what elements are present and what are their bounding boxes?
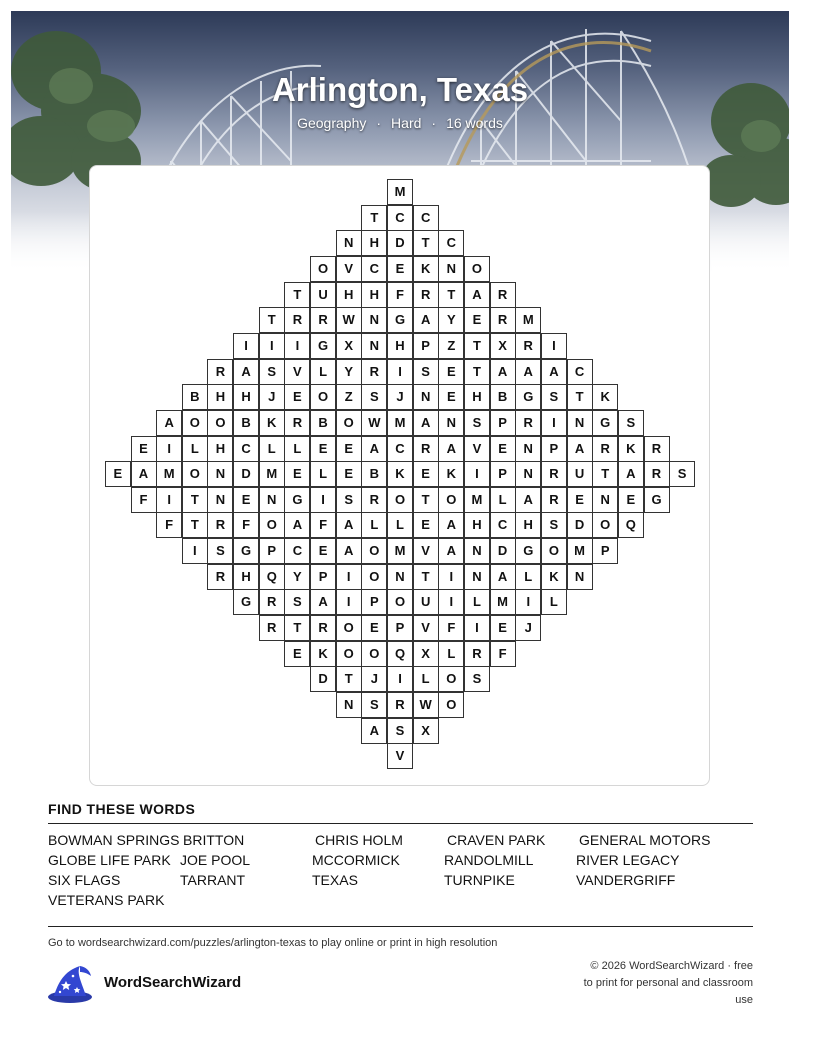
grid-cell: R <box>207 359 233 385</box>
grid-cell: S <box>618 410 644 436</box>
grid-cell: R <box>361 359 387 385</box>
grid-cell: B <box>490 384 516 410</box>
grid-cell: E <box>438 359 464 385</box>
grid-cell: S <box>541 384 567 410</box>
grid-cell: C <box>284 538 310 564</box>
grid-cell: N <box>515 461 541 487</box>
grid-cell: S <box>387 718 413 744</box>
grid-cell: M <box>490 589 516 615</box>
grid-cell: H <box>361 230 387 256</box>
meta-separator: · <box>376 115 382 131</box>
grid-cell: D <box>490 538 516 564</box>
grid-cell: X <box>490 333 516 359</box>
grid-cell: N <box>361 333 387 359</box>
grid-cell: M <box>387 179 413 205</box>
grid-cell: O <box>336 410 362 436</box>
grid-cell: A <box>438 538 464 564</box>
grid-cell: L <box>361 512 387 538</box>
grid-cell: V <box>387 743 413 769</box>
grid-cell: Z <box>438 333 464 359</box>
grid-cell: R <box>361 487 387 513</box>
grid-cell: M <box>387 410 413 436</box>
difficulty-label: Hard <box>391 115 422 131</box>
grid-cell: L <box>310 359 336 385</box>
grid-cell: K <box>310 641 336 667</box>
grid-cell: N <box>387 564 413 590</box>
grid-cell: L <box>413 666 439 692</box>
grid-cell: M <box>515 307 541 333</box>
grid-cell: S <box>413 359 439 385</box>
grid-cell: A <box>413 307 439 333</box>
grid-cell: A <box>336 512 362 538</box>
grid-cell: M <box>387 538 413 564</box>
word-list-item: TARRANT <box>180 872 246 888</box>
grid-cell: H <box>336 282 362 308</box>
divider <box>48 926 753 927</box>
grid-cell: M <box>567 538 593 564</box>
grid-cell: A <box>567 436 593 462</box>
word-list-item: VANDERGRIFF <box>576 872 676 888</box>
grid-cell: P <box>541 436 567 462</box>
grid-cell: I <box>259 333 285 359</box>
grid-cell: R <box>310 307 336 333</box>
grid-cell: X <box>336 333 362 359</box>
grid-cell: F <box>310 512 336 538</box>
grid-cell: P <box>592 538 618 564</box>
grid-cell: R <box>284 410 310 436</box>
grid-cell: A <box>233 359 259 385</box>
grid-cell: I <box>156 436 182 462</box>
grid-cell: A <box>618 461 644 487</box>
grid-cell: N <box>438 410 464 436</box>
grid-cell: G <box>387 307 413 333</box>
grid-cell: C <box>413 205 439 231</box>
grid-cell: N <box>515 436 541 462</box>
grid-cell: N <box>336 230 362 256</box>
grid-cell: P <box>259 538 285 564</box>
grid-cell: N <box>464 538 490 564</box>
grid-cell: Q <box>387 641 413 667</box>
grid-cell: J <box>515 615 541 641</box>
grid-cell: A <box>464 282 490 308</box>
grid-cell: I <box>438 564 464 590</box>
grid-cell: P <box>490 461 516 487</box>
grid-cell: N <box>567 410 593 436</box>
grid-cell: T <box>182 487 208 513</box>
category-label: Geography <box>297 115 367 131</box>
grid-cell: A <box>361 718 387 744</box>
grid-cell: E <box>105 461 131 487</box>
grid-cell: M <box>156 461 182 487</box>
grid-cell: C <box>361 256 387 282</box>
grid-cell: H <box>207 436 233 462</box>
grid-cell: R <box>490 282 516 308</box>
grid-cell: R <box>284 307 310 333</box>
grid-cell: S <box>207 538 233 564</box>
grid-cell: R <box>644 436 670 462</box>
grid-cell: D <box>387 230 413 256</box>
grid-cell: R <box>387 692 413 718</box>
grid-cell: G <box>644 487 670 513</box>
grid-cell: O <box>592 512 618 538</box>
grid-cell: A <box>413 410 439 436</box>
copyright-notice: © 2026 WordSearchWizard · free to print for personal and classroom use <box>583 960 753 1006</box>
word-list-item: MCCORMICK <box>312 852 400 868</box>
grid-cell: H <box>233 564 259 590</box>
grid-cell: C <box>567 359 593 385</box>
grid-cell: E <box>131 436 157 462</box>
grid-cell: A <box>490 564 516 590</box>
grid-cell: T <box>438 282 464 308</box>
grid-cell: A <box>438 436 464 462</box>
grid-cell: G <box>515 538 541 564</box>
grid-cell: I <box>156 487 182 513</box>
grid-cell: M <box>259 461 285 487</box>
grid-cell: R <box>413 282 439 308</box>
grid-cell: N <box>567 564 593 590</box>
grid-cell: N <box>592 487 618 513</box>
grid-cell: N <box>207 461 233 487</box>
grid-cell: R <box>310 615 336 641</box>
grid-cell: T <box>567 384 593 410</box>
grid-cell: O <box>387 589 413 615</box>
grid-cell: A <box>490 359 516 385</box>
grid-cell: V <box>336 256 362 282</box>
grid-cell: U <box>567 461 593 487</box>
grid-cell: O <box>541 538 567 564</box>
grid-cell: L <box>490 487 516 513</box>
grid-cell: Y <box>336 359 362 385</box>
grid-cell: A <box>131 461 157 487</box>
grid-cell: R <box>515 410 541 436</box>
brand-name: WordSearchWizard <box>104 974 242 991</box>
grid-cell: I <box>284 333 310 359</box>
grid-cell: K <box>387 461 413 487</box>
grid-cell: I <box>233 333 259 359</box>
grid-cell: L <box>515 564 541 590</box>
grid-cell: M <box>464 487 490 513</box>
word-list-item: VETERANS PARK <box>48 892 165 908</box>
grid-cell: F <box>438 615 464 641</box>
grid-cell: P <box>387 615 413 641</box>
grid-cell: S <box>259 359 285 385</box>
grid-cell: I <box>387 359 413 385</box>
grid-cell: V <box>413 615 439 641</box>
grid-cell: N <box>361 307 387 333</box>
word-list-item: TURNPIKE <box>444 872 515 888</box>
grid-cell: D <box>567 512 593 538</box>
grid-cell: S <box>541 512 567 538</box>
grid-cell: S <box>669 461 695 487</box>
grid-cell: L <box>464 589 490 615</box>
word-list-heading: FIND THESE WORDS <box>48 801 196 817</box>
grid-cell: F <box>490 641 516 667</box>
grid-cell: S <box>464 666 490 692</box>
grid-cell: T <box>284 615 310 641</box>
grid-cell: I <box>387 666 413 692</box>
word-list-item: RIVER LEGACY <box>576 852 680 868</box>
grid-cell: O <box>259 512 285 538</box>
grid-cell: Z <box>336 384 362 410</box>
grid-cell: H <box>387 333 413 359</box>
grid-cell: E <box>361 615 387 641</box>
grid-cell: C <box>387 205 413 231</box>
grid-cell: A <box>310 589 336 615</box>
word-list-item: GENERAL MOTORS <box>579 832 711 848</box>
grid-cell: W <box>413 692 439 718</box>
grid-cell: Y <box>438 307 464 333</box>
grid-cell: T <box>464 359 490 385</box>
grid-cell: R <box>490 307 516 333</box>
grid-cell: E <box>567 487 593 513</box>
word-list-item: BRITTON <box>183 832 245 848</box>
play-online-link[interactable]: Go to wordsearchwizard.com/puzzles/arlington-texas to play online or print in high resolution <box>48 937 498 949</box>
grid-cell: A <box>515 359 541 385</box>
grid-cell: N <box>259 487 285 513</box>
grid-cell: O <box>182 410 208 436</box>
grid-cell: O <box>207 410 233 436</box>
grid-cell: H <box>515 512 541 538</box>
grid-cell: S <box>464 410 490 436</box>
grid-cell: G <box>233 589 259 615</box>
grid-cell: S <box>336 487 362 513</box>
grid-cell: U <box>310 282 336 308</box>
grid-cell: O <box>464 256 490 282</box>
grid-cell: L <box>387 512 413 538</box>
grid-cell: A <box>156 410 182 436</box>
grid-cell: B <box>310 410 336 436</box>
grid-cell: E <box>413 461 439 487</box>
grid-cell: K <box>618 436 644 462</box>
grid-cell: L <box>182 436 208 462</box>
grid-cell: H <box>233 384 259 410</box>
grid-cell: H <box>361 282 387 308</box>
grid-cell: A <box>438 512 464 538</box>
grid-cell: T <box>413 230 439 256</box>
grid-cell: A <box>515 487 541 513</box>
grid-cell: T <box>413 564 439 590</box>
grid-cell: O <box>438 487 464 513</box>
grid-cell: J <box>259 384 285 410</box>
grid-cell: I <box>182 538 208 564</box>
grid-cell: T <box>336 666 362 692</box>
grid-cell: L <box>541 589 567 615</box>
grid-cell: A <box>336 538 362 564</box>
grid-cell: C <box>233 436 259 462</box>
word-list-item: CRAVEN PARK <box>447 832 546 848</box>
grid-cell: E <box>336 436 362 462</box>
grid-cell: N <box>336 692 362 718</box>
grid-cell: O <box>361 538 387 564</box>
grid-cell: P <box>361 589 387 615</box>
grid-cell: R <box>259 615 285 641</box>
word-list-item: RANDOLMILL <box>444 852 534 868</box>
grid-cell: D <box>310 666 336 692</box>
word-count-label: 16 words <box>446 115 503 131</box>
word-list-item: TEXAS <box>312 872 358 888</box>
word-list-item: SIX FLAGS <box>48 872 121 888</box>
grid-cell: N <box>207 487 233 513</box>
grid-cell: H <box>464 384 490 410</box>
grid-cell: K <box>259 410 285 436</box>
grid-cell: J <box>361 666 387 692</box>
grid-cell: O <box>361 641 387 667</box>
grid-cell: I <box>515 589 541 615</box>
grid-cell: R <box>464 641 490 667</box>
grid-cell: O <box>182 461 208 487</box>
grid-cell: Q <box>259 564 285 590</box>
grid-cell: F <box>156 512 182 538</box>
grid-cell: E <box>464 307 490 333</box>
grid-cell: T <box>259 307 285 333</box>
grid-cell: E <box>284 641 310 667</box>
grid-cell: U <box>413 589 439 615</box>
grid-cell: N <box>413 384 439 410</box>
grid-cell: D <box>233 461 259 487</box>
word-list-item: CHRIS HOLM <box>315 832 403 848</box>
grid-cell: O <box>387 487 413 513</box>
grid-cell: B <box>182 384 208 410</box>
grid-cell: R <box>413 436 439 462</box>
grid-cell: C <box>490 512 516 538</box>
grid-cell: E <box>310 436 336 462</box>
grid-cell: R <box>207 512 233 538</box>
word-list-item: GLOBE LIFE PARK <box>48 852 171 868</box>
grid-cell: W <box>336 307 362 333</box>
grid-cell: F <box>387 282 413 308</box>
wizard-hat-icon <box>46 963 94 1005</box>
grid-cell: T <box>361 205 387 231</box>
grid-cell: F <box>131 487 157 513</box>
grid-cell: R <box>541 461 567 487</box>
grid-cell: O <box>438 666 464 692</box>
grid-cell: O <box>336 615 362 641</box>
grid-cell: E <box>233 487 259 513</box>
grid-cell: L <box>310 461 336 487</box>
grid-cell: O <box>361 564 387 590</box>
grid-cell: I <box>464 615 490 641</box>
grid-cell: R <box>207 564 233 590</box>
grid-cell: I <box>541 410 567 436</box>
puzzle-title: Arlington, Texas <box>271 71 529 108</box>
puzzle-meta <box>11 115 789 131</box>
grid-cell: I <box>541 333 567 359</box>
grid-cell: R <box>259 589 285 615</box>
grid-cell: C <box>387 436 413 462</box>
grid-cell: T <box>413 487 439 513</box>
grid-cell: P <box>310 564 336 590</box>
grid-cell: I <box>336 589 362 615</box>
grid-cell: V <box>413 538 439 564</box>
grid-cell: C <box>438 230 464 256</box>
word-list-item: BOWMAN SPRINGS <box>48 832 180 848</box>
grid-cell: O <box>310 384 336 410</box>
grid-cell: K <box>438 461 464 487</box>
grid-cell: R <box>515 333 541 359</box>
grid-cell: P <box>490 410 516 436</box>
grid-cell: T <box>284 282 310 308</box>
grid-cell: W <box>361 410 387 436</box>
grid-cell: P <box>413 333 439 359</box>
grid-cell: G <box>233 538 259 564</box>
grid-cell: V <box>284 359 310 385</box>
grid-cell: A <box>361 436 387 462</box>
grid-cell: E <box>310 538 336 564</box>
grid-cell: E <box>438 384 464 410</box>
grid-cell: E <box>284 384 310 410</box>
grid-cell: X <box>413 718 439 744</box>
grid-cell: E <box>490 436 516 462</box>
meta-separator: · <box>431 115 437 131</box>
grid-cell: E <box>336 461 362 487</box>
grid-cell: Q <box>618 512 644 538</box>
grid-cell: I <box>464 461 490 487</box>
word-list-item: JOE POOL <box>180 852 251 868</box>
grid-cell: G <box>284 487 310 513</box>
grid-cell: E <box>284 461 310 487</box>
grid-cell: A <box>284 512 310 538</box>
grid-cell: O <box>336 641 362 667</box>
grid-cell: L <box>259 436 285 462</box>
grid-cell: I <box>310 487 336 513</box>
grid-cell: S <box>284 589 310 615</box>
grid-cell: L <box>438 641 464 667</box>
grid-cell: K <box>592 384 618 410</box>
grid-cell: T <box>182 512 208 538</box>
grid-cell: L <box>284 436 310 462</box>
grid-cell: E <box>413 512 439 538</box>
grid-cell: I <box>438 589 464 615</box>
grid-cell: I <box>336 564 362 590</box>
grid-cell: E <box>387 256 413 282</box>
grid-cell: F <box>233 512 259 538</box>
divider <box>48 823 753 824</box>
grid-cell: G <box>310 333 336 359</box>
grid-cell: K <box>541 564 567 590</box>
grid-cell: E <box>490 615 516 641</box>
grid-cell: N <box>464 564 490 590</box>
grid-cell: A <box>541 359 567 385</box>
grid-cell: K <box>413 256 439 282</box>
grid-cell: S <box>361 692 387 718</box>
grid-cell: T <box>592 461 618 487</box>
grid-cell: H <box>207 384 233 410</box>
grid-cell: E <box>618 487 644 513</box>
grid-cell: V <box>464 436 490 462</box>
grid-cell: Y <box>284 564 310 590</box>
grid-cell: G <box>515 384 541 410</box>
grid-cell: S <box>361 384 387 410</box>
grid-cell: R <box>541 487 567 513</box>
grid-cell: B <box>233 410 259 436</box>
grid-cell: H <box>464 512 490 538</box>
grid-cell: J <box>387 384 413 410</box>
grid-cell: T <box>464 333 490 359</box>
grid-cell: X <box>413 641 439 667</box>
grid-cell: R <box>592 436 618 462</box>
grid-cell: O <box>438 692 464 718</box>
grid-cell: O <box>310 256 336 282</box>
grid-cell: G <box>592 410 618 436</box>
grid-cell: N <box>438 256 464 282</box>
grid-cell: R <box>644 461 670 487</box>
puzzle-grid-card <box>89 165 710 786</box>
grid-cell: B <box>361 461 387 487</box>
